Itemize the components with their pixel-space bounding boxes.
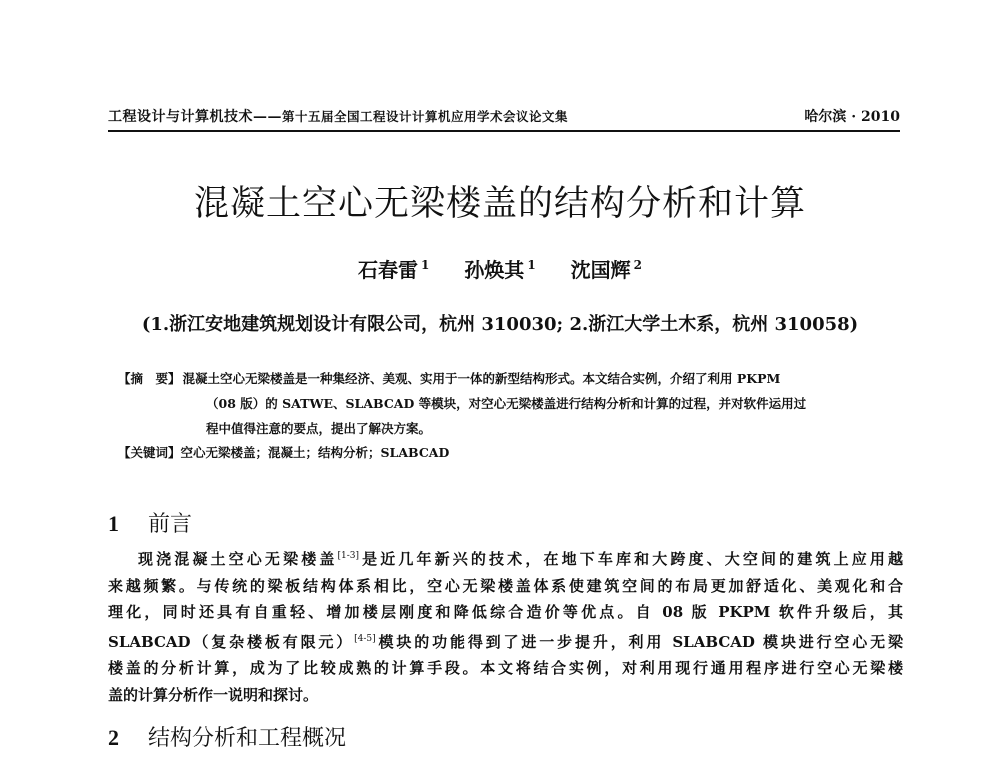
keywords <box>118 443 908 461</box>
abstract-line: 程中值得注意的要点，提出了解决方案。 <box>206 421 432 436</box>
citation: [1-3] <box>337 551 359 561</box>
section-heading-2 <box>108 721 346 752</box>
affiliation-marker: 1 <box>527 258 536 272</box>
affiliation-marker: 1 <box>420 258 430 272</box>
header-dash: —— <box>253 109 282 125</box>
author-name: 石春雷 <box>357 258 418 282</box>
section-number: 2 <box>108 725 119 750</box>
text-run: 现浇混凝土空心无梁楼盖 <box>138 550 338 568</box>
keywords-text: 空心无梁楼盖；混凝土；结构分析；SLABCAD <box>180 445 450 460</box>
keywords-label: 【关键词】 <box>118 445 181 460</box>
author-name: 孙焕其 <box>464 258 525 282</box>
section-heading-1 <box>108 507 192 538</box>
abstract <box>118 366 908 441</box>
author <box>571 258 642 282</box>
running-header <box>108 106 900 128</box>
affiliations: (1.浙江安地建筑规划设计有限公司，杭州 310030; 2.浙江大学土木系，杭州 310058) <box>141 314 859 335</box>
paragraph-line <box>108 543 903 573</box>
paragraph-line: 来越频繁。与传统的梁板结构体系相比，空心无梁楼盖体系使建筑空间的布局更加舒适化、美观化和合 <box>108 576 903 595</box>
paper-title: 混凝土空心无梁楼盖的结构分析和计算 <box>193 184 806 224</box>
abstract-line: 混凝土空心无梁楼盖是一种集经济、美观、实用于一体的新型结构形式。本文结合实例，介绍了利用 PKPM <box>182 371 781 386</box>
text-run: 是近几年新兴的技术，在地下车库和大跨度、大空间的建筑上应用越 <box>358 550 903 568</box>
paragraph-line: 理化，同时还具有自重轻、增加楼层刚度和降低综合造价等优点。自 08 版 PKPM 软件升级后，其 <box>108 603 903 621</box>
abstract-line: （08 版）的 SATWE、SLABCAD 等模块，对空心无梁楼盖进行结构分析和计算的过程，并对软件运用过 <box>206 396 807 411</box>
author <box>358 258 429 282</box>
paragraph-line: 盖的计算分析作一说明和探讨。 <box>108 685 319 704</box>
section-title: 结构分析和工程概况 <box>148 726 347 751</box>
citation: [4-5] <box>354 633 376 644</box>
header-rule <box>108 130 900 132</box>
section-number: 1 <box>108 511 119 536</box>
running-header-journal <box>108 106 568 126</box>
section-title: 前言 <box>148 512 193 537</box>
affiliation-marker: 2 <box>633 258 642 272</box>
running-header-location-year: 哈尔滨 · 2010 <box>804 109 900 125</box>
author <box>464 258 535 282</box>
paragraph-line <box>108 626 903 656</box>
abstract-label: 【摘 要】 <box>118 371 181 386</box>
intro-paragraph <box>108 543 903 708</box>
paragraph-line: 楼盖的分析计算，成为了比较成熟的计算手段。本文将结合实例，对利用现行通用程序进行空心无梁楼 <box>108 659 903 677</box>
journal-name: 工程设计与计算机技术 <box>108 109 253 125</box>
proceedings-name: 第十五届全国工程设计计算机应用学术会议论文集 <box>282 109 569 124</box>
text-run: 模块的功能得到了进一步提升，利用 SLABCAD 模块进行空心无梁 <box>375 632 903 651</box>
text-run: SLABCAD（复杂楼板有限元） <box>108 632 355 651</box>
author-name: 沈国辉 <box>570 258 631 282</box>
author-list <box>0 254 1000 283</box>
